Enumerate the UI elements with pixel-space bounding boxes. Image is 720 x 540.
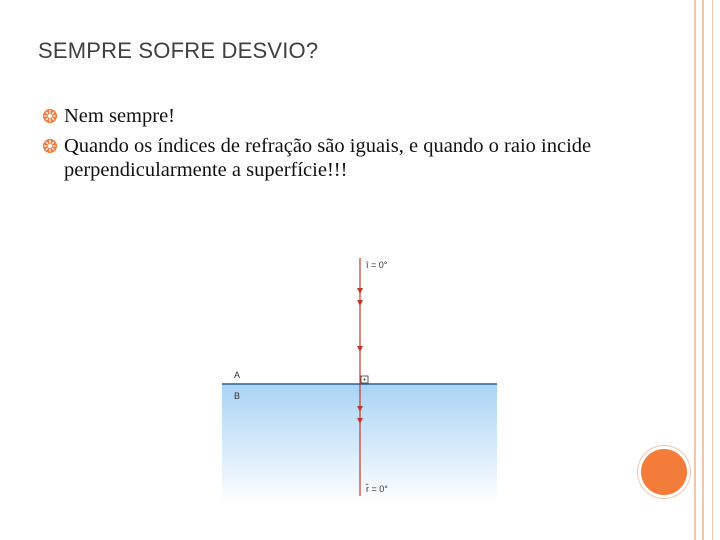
refraction-diagram — [214, 250, 504, 508]
refracted-angle-label: r̂ = 0° — [366, 484, 388, 494]
bullet-text: Quando os índices de refração são iguais, e quando o raio incide perpendicularmente a superfície!!! — [64, 135, 592, 181]
decorative-line — [702, 0, 704, 540]
decorative-line — [694, 0, 696, 540]
incident-angle-label: î = 0° — [366, 260, 388, 270]
right-angle-dot — [364, 379, 366, 381]
medium-b-label: B — [234, 391, 241, 401]
bullet-list — [42, 104, 642, 188]
sun-bullet-icon — [42, 138, 58, 154]
medium-a-label: A — [234, 370, 241, 380]
sun-bullet-icon — [42, 108, 58, 124]
bullet-item — [42, 134, 642, 182]
bullet-item — [42, 104, 642, 128]
bullet-text: Nem sempre! — [64, 105, 175, 127]
decorative-line — [712, 0, 713, 540]
decorative-orb — [641, 449, 687, 495]
slide-title: SEMPRE SOFRE DESVIO? — [38, 38, 319, 63]
